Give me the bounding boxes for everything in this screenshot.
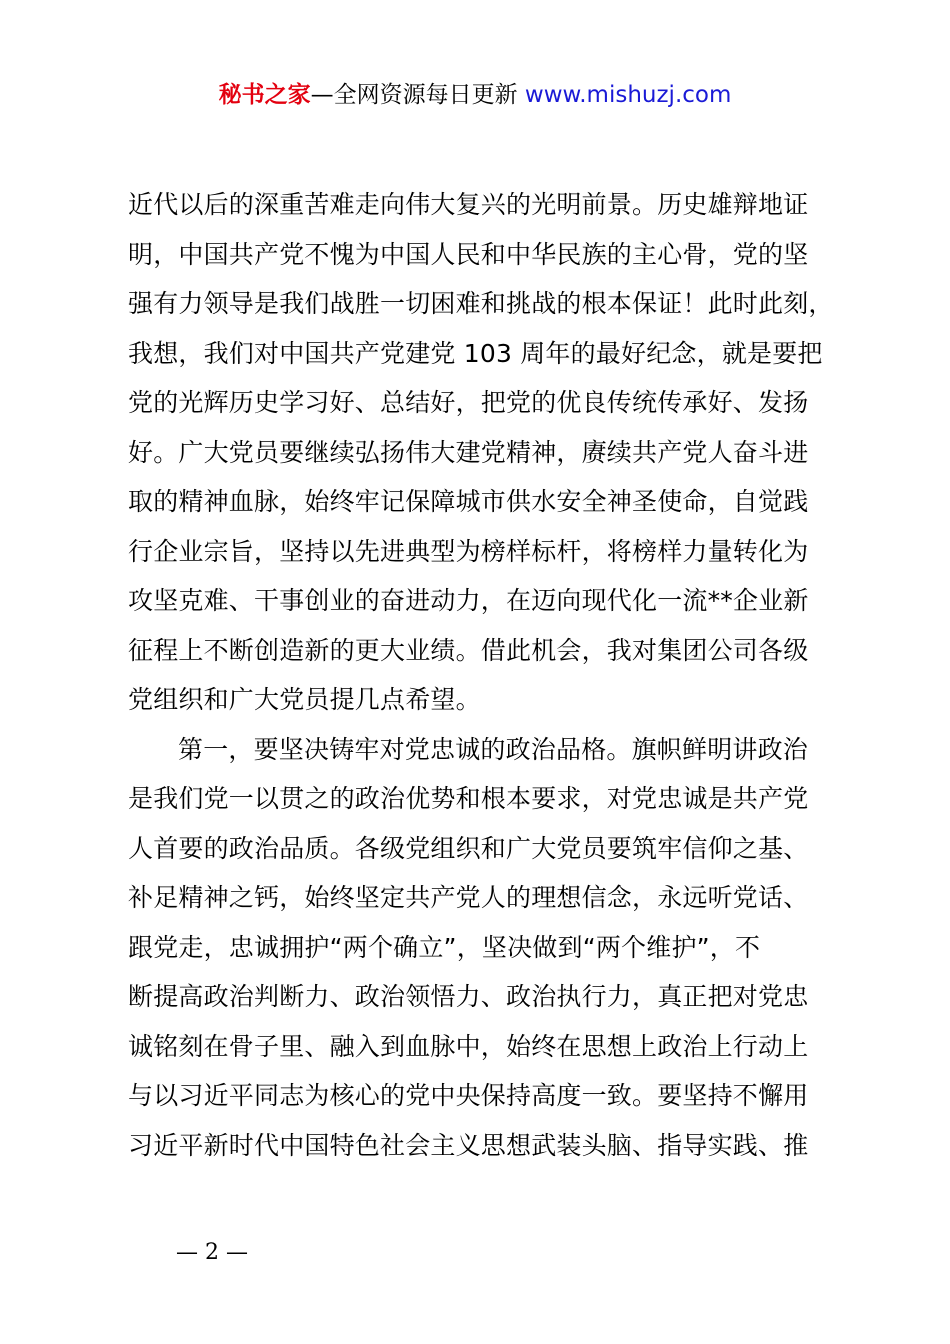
header-tagline: —全网资源每日更新 (310, 82, 525, 108)
paragraph-line: 近代以后的深重苦难走向伟大复兴的光明前景。历史雄辩地证 (128, 190, 809, 219)
paragraph-line: 是我们党一以贯之的政治优势和根本要求，对党忠诚是共产党 (128, 784, 809, 813)
page-number: — 2 — (176, 1240, 248, 1265)
brand-name: 秘书之家 (218, 82, 311, 108)
paragraph-line: 征程上不断创造新的更大业绩。借此机会，我对集团公司各级 (128, 635, 809, 665)
paragraph-line: 攻坚克难、干事创业的奋进动力，在迈向现代化一流**企业新 (128, 586, 809, 615)
site-header (0, 78, 950, 112)
paragraph-line: 补足精神之钙，始终坚定共产党人的理想信念，永远听党话、 (128, 883, 809, 912)
document-body (128, 180, 840, 1170)
paragraph-line: 人首要的政治品质。各级党组织和广大党员要筑牢信仰之基、 (128, 833, 809, 863)
paragraph-line: 党的光辉历史学习好、总结好，把党的优良传统传承好、发扬 (128, 388, 809, 417)
paragraph-line: 行企业宗旨，坚持以先进典型为榜样标杆，将榜样力量转化为 (128, 536, 809, 566)
paragraph-line: 取的精神血脉，始终牢记保障城市供水安全神圣使命，自觉践 (128, 487, 809, 516)
paragraph-line: 诚铭刻在骨子里、融入到血脉中，始终在思想上政治上行动上 (128, 1031, 809, 1061)
paragraph-line: 习近平新时代中国特色社会主义思想武装头脑、指导实践、推 (128, 1130, 809, 1160)
paragraph-line: 好。广大党员要继续弘扬伟大建党精神，赓续共产党人奋斗进 (128, 437, 809, 467)
paragraph-line: 与以习近平同志为核心的党中央保持高度一致。要坚持不懈用 (128, 1081, 809, 1110)
paragraph-line: 党组织和广大党员提几点希望。 (128, 685, 481, 714)
paragraph-line: 明，中国共产党不愧为中国人民和中华民族的主心骨，党的坚 (128, 239, 809, 269)
paragraph-line: 我想，我们对中国共产党建党 103 周年的最好纪念，就是要把 (128, 338, 823, 368)
paragraph-line: 断提高政治判断力、政治领悟力、政治执行力，真正把对党忠 (128, 982, 809, 1011)
site-url-link[interactable]: www.mishuzj.com (524, 82, 732, 108)
paragraph-line: 强有力领导是我们战胜一切困难和挑战的根本保证！此时此刻， (128, 289, 834, 318)
paragraph-line: 跟党走，忠诚拥护“两个确立”，坚决做到“两个维护”，不 (128, 932, 761, 962)
paragraph-line: 第一，要坚决铸牢对党忠诚的政治品格。旗帜鲜明讲政治 (178, 734, 809, 764)
